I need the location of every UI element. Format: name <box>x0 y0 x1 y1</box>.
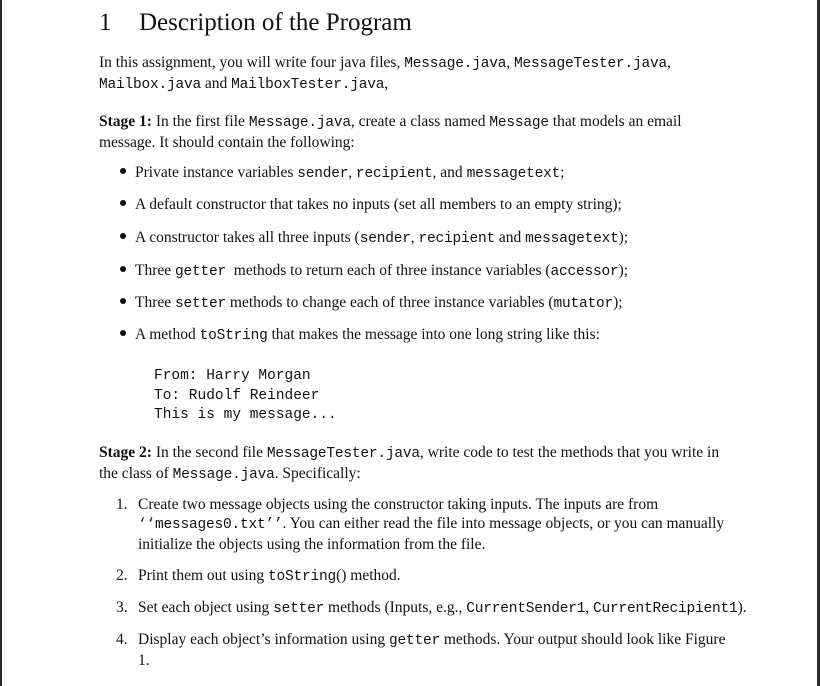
code-mailboxtester-java: MailboxTester.java <box>231 77 385 93</box>
step-text: , <box>585 599 594 616</box>
code-message-class: Message <box>489 115 549 131</box>
code-line: This is my message... <box>154 407 337 423</box>
item-text: and <box>494 229 526 246</box>
item-text: that makes the message into one long string like this: <box>267 326 600 343</box>
step-body <box>138 495 738 554</box>
list-item <box>120 261 628 282</box>
step-text: methods. Your output should look like Figure 1. <box>138 631 726 669</box>
section-heading <box>99 9 412 37</box>
code-mutator: mutator <box>553 296 614 312</box>
step-number: 4. <box>116 631 128 648</box>
code-setter: setter <box>175 296 227 312</box>
list-item <box>116 598 798 619</box>
code-recipient: recipient <box>418 231 495 247</box>
stage1-text: that models an email message. It should contain the following: <box>99 113 682 151</box>
list-item <box>120 163 564 184</box>
intro-text: and <box>201 75 232 92</box>
code-currentsender1: CurrentSender1 <box>466 601 586 617</box>
step-text: Display each object’s information using <box>138 631 389 648</box>
code-message-java: Message.java <box>248 115 351 131</box>
stage1-paragraph <box>99 112 729 152</box>
code-line: To: Rudolf Reindeer <box>154 387 320 404</box>
bullet-icon <box>120 200 126 206</box>
stage2-text: . Specifically: <box>274 465 361 482</box>
section-number: 1 <box>99 9 112 36</box>
step-text: Print them out using <box>138 567 269 584</box>
code-tostring: toString <box>199 328 268 344</box>
list-item <box>116 630 728 670</box>
code-setter: setter <box>273 601 325 617</box>
code-messagetext: messagetext <box>525 231 619 247</box>
stage1-text: , create a class named <box>350 113 490 130</box>
intro-text: In this assignment, you will write four java files, <box>99 54 405 71</box>
code-message-java: Message.java <box>404 56 507 72</box>
code-messagetext: messagetext <box>466 166 561 182</box>
code-accessor: accessor <box>550 264 619 280</box>
item-text: ); <box>618 229 629 246</box>
item-text: , <box>410 229 419 246</box>
list-item <box>120 325 600 346</box>
item-text: , <box>348 164 357 181</box>
code-tostring: toString <box>268 569 337 585</box>
item-text: ); <box>613 294 623 311</box>
list-item <box>120 293 623 314</box>
code-getter: getter <box>175 264 227 280</box>
code-message-java: Message.java <box>172 467 275 483</box>
step-number: 3. <box>116 599 128 616</box>
bullet-icon <box>120 298 126 304</box>
item-text: A method <box>135 326 200 343</box>
item-text: methods to change each of three instance variables ( <box>226 294 554 311</box>
intro-text: , <box>384 75 389 92</box>
stage1-text: In the first file <box>151 113 249 130</box>
example-output-code-block <box>154 367 337 426</box>
bullet-icon <box>120 266 126 272</box>
code-currentrecipient1: CurrentRecipient1 <box>593 601 738 617</box>
item-text: ); <box>618 262 629 279</box>
step-body <box>138 598 798 619</box>
code-getter: getter <box>388 633 440 649</box>
stage1-label: Stage 1: <box>99 113 152 130</box>
code-messages0-txt: ‘‘messages0.txt’’ <box>138 517 283 533</box>
list-item <box>116 566 738 587</box>
code-sender: sender <box>359 231 411 247</box>
item-text: methods to return each of three instance variables ( <box>226 262 551 279</box>
code-messagetester-java: MessageTester.java <box>266 446 420 462</box>
code-sender: sender <box>297 166 349 182</box>
list-item <box>120 195 622 214</box>
code-recipient: recipient <box>356 166 433 182</box>
step-body <box>138 566 738 587</box>
item-text: Three <box>135 294 176 311</box>
code-messagetester-java: MessageTester.java <box>514 56 668 72</box>
intro-paragraph <box>99 53 729 95</box>
item-text: , and <box>432 164 467 181</box>
item-text: ; <box>560 164 565 181</box>
stage2-paragraph <box>99 443 729 485</box>
intro-text: , <box>506 54 514 71</box>
code-mailbox-java: Mailbox.java <box>99 77 202 93</box>
step-text: methods (Inputs, e.g., <box>324 599 467 616</box>
step-number: 1. <box>116 496 128 513</box>
stage2-label: Stage 2: <box>99 444 152 461</box>
step-body <box>138 630 728 670</box>
bullet-icon <box>120 330 126 336</box>
list-item <box>120 228 628 249</box>
list-item <box>116 495 738 554</box>
step-number: 2. <box>116 567 128 584</box>
stage2-text: , write code to test the methods that you write in the class of <box>99 444 720 482</box>
section-title: Description of the Program <box>139 9 412 36</box>
bullet-icon <box>120 233 126 239</box>
stage2-text: In the second file <box>151 444 267 461</box>
step-text: . You can either read the file into message objects, or you can manually initialize the objects using the information from the file. <box>138 515 725 553</box>
step-text: () method. <box>336 567 401 584</box>
item-text: Private instance variables <box>135 164 298 181</box>
step-text: Set each object using <box>138 599 274 616</box>
item-text: Three <box>135 262 176 279</box>
item-text: A default constructor that takes no inputs (set all members to an empty string); <box>135 196 622 213</box>
intro-text: , <box>667 54 671 71</box>
code-line: From: Harry Morgan <box>154 368 311 384</box>
item-text: A constructor takes all three inputs ( <box>135 229 360 246</box>
bullet-icon <box>120 168 126 174</box>
step-text: Create two message objects using the constructor taking inputs. The inputs are from <box>138 496 659 513</box>
step-text: ). <box>737 599 747 616</box>
